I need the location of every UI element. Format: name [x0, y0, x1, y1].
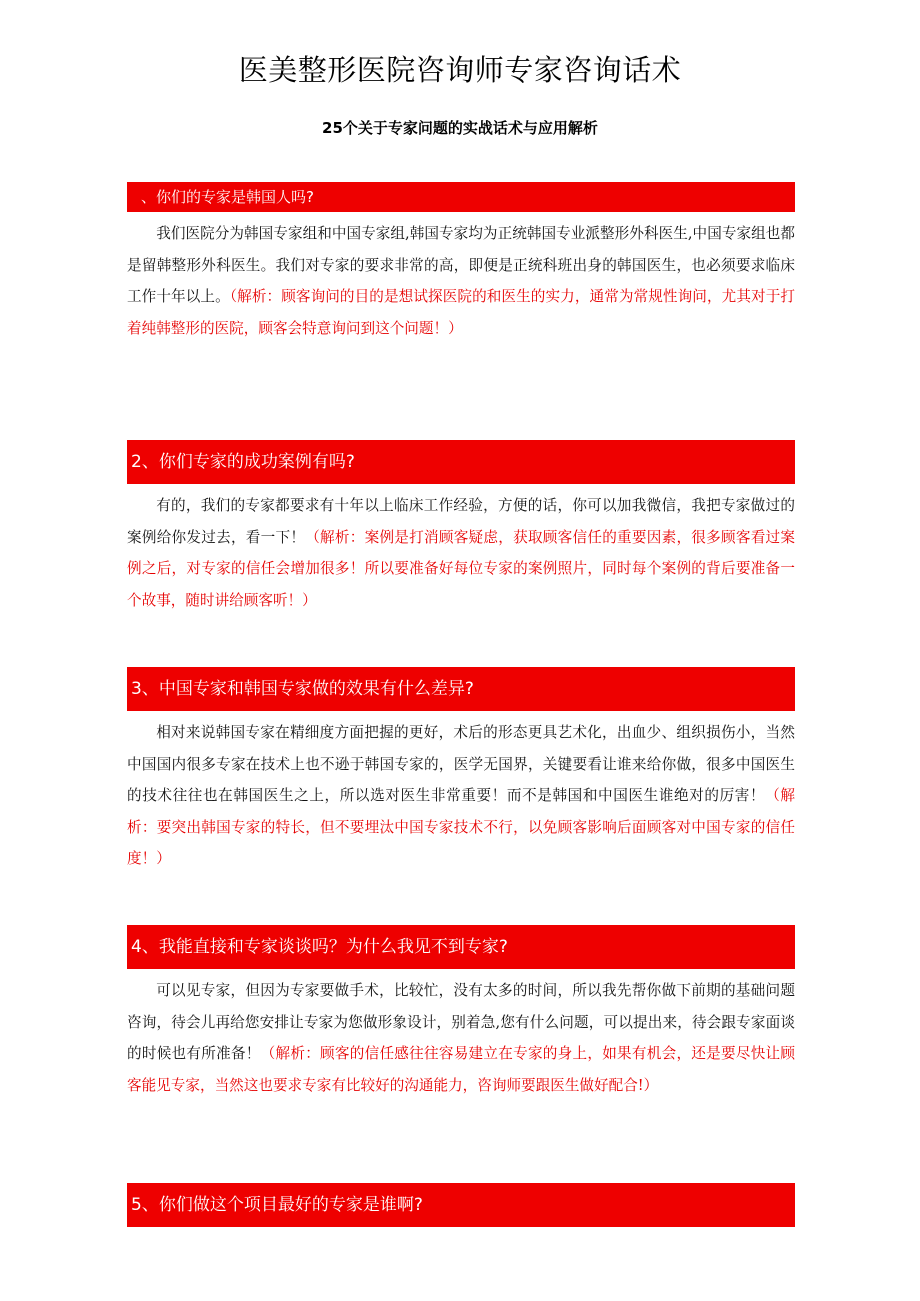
analysis-note-4: （解析：顾客的信任感往往容易建立在专家的身上，如果有机会，还是要尽快让顾客能见专家，当然这也要求专家有比较好的沟通能力，咨询师要跟医生做好配合!） [127, 1045, 795, 1094]
question-heading-2: 2、你们专家的成功案例有吗? [127, 440, 795, 484]
document-title: 医美整形医院咨询师专家咨询话术 [238, 53, 682, 87]
document-subtitle: 25个关于专家问题的实战话术与应用解析 [322, 119, 598, 137]
question-heading-3: 3、中国专家和韩国专家做的效果有什么差异? [127, 667, 795, 711]
analysis-note-1: （解析：顾客询问的目的是想试探医院的和医生的实力，通常为常规性询问，尤其对于打着纯韩整形的医院，顾客会特意询问到这个问题！） [127, 288, 795, 337]
qa-section-1 [127, 182, 795, 344]
answer-text-3: 相对来说韩国专家在精细度方面把握的更好，术后的形态更具艺术化，出血少、组织损伤小，当然中国国内很多专家在技术上也不逊于韩国专家的，医学无国界，关键要看让谁来给你做，很多中国医生的技术往往也在韩国医生之上，所以选对医生非常重要！而不是韩国和中国医生谁绝对的厉害！ [127, 724, 795, 804]
answer-text-1: 我们医院分为韩国专家组和中国专家组,韩国专家均为正统韩国专业派整形外科医生,中国专家组也都是留韩整形外科医生。我们对专家的要求非常的高，即便是正统科班出身的韩国医生，也必须要求临床工作十年以上。 [127, 225, 795, 305]
question-heading-1: 、你们的专家是韩国人吗? [127, 182, 795, 212]
question-heading-5: 5、你们做这个项目最好的专家是谁啊? [127, 1183, 795, 1227]
qa-section-5 [127, 1183, 795, 1227]
answer-paragraph-4 [127, 969, 795, 1101]
answer-paragraph-3 [127, 711, 795, 875]
answer-text-4: 可以见专家，但因为专家要做手术，比较忙，没有太多的时间，所以我先帮你做下前期的基础问题咨询，待会儿再给您安排让专家为您做形象设计，别着急,您有什么问题，可以提出来，待会跟专家面谈的时候也有所准备！ [127, 982, 795, 1062]
qa-section-2 [127, 440, 795, 616]
answer-text-2: 有的，我们的专家都要求有十年以上临床工作经验，方便的话，你可以加我微信，我把专家做过的案例给你发过去，看一下！ [127, 497, 795, 546]
qa-section-3 [127, 667, 795, 875]
analysis-note-2: （解析：案例是打消顾客疑虑，获取顾客信任的重要因素，很多顾客看过案例之后，对专家的信任会增加很多！所以要准备好每位专家的案例照片，同时每个案例的背后要准备一个故事，随时讲给顾客听！） [127, 528, 795, 609]
analysis-note-3: （解析：要突出韩国专家的特长，但不要埋汰中国专家技术不行，以免顾客影响后面顾客对中国专家的信任度！） [127, 787, 795, 867]
question-heading-4: 4、我能直接和专家谈谈吗？为什么我见不到专家? [127, 925, 795, 969]
qa-section-4 [127, 925, 795, 1101]
answer-paragraph-1 [127, 212, 795, 344]
answer-paragraph-2 [127, 484, 795, 616]
